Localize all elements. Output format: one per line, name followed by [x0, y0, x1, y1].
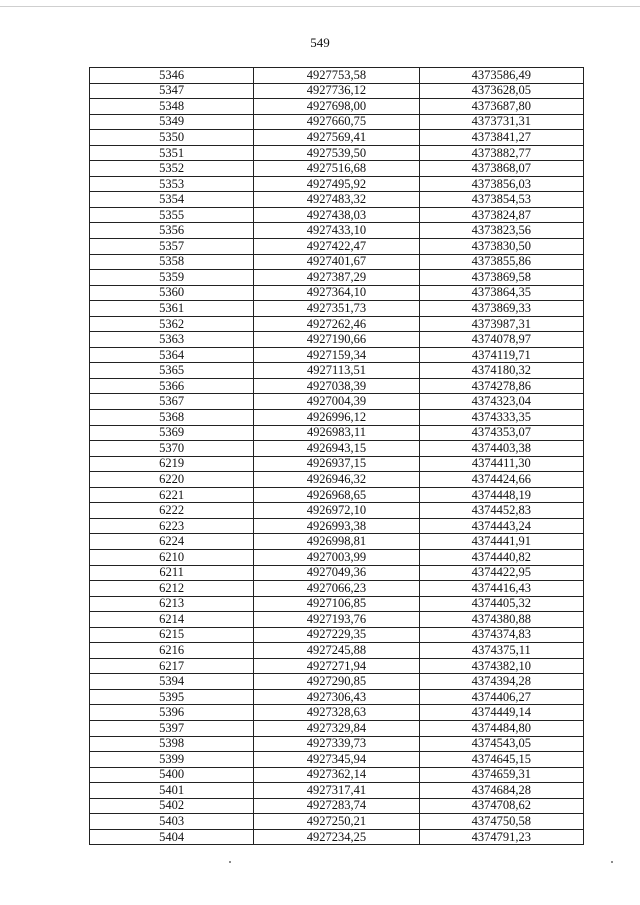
x-coordinate-cell: 4927234,25: [254, 829, 419, 845]
x-coordinate-cell: 4927113,51: [254, 363, 419, 379]
y-coordinate-cell: 4374119,71: [419, 347, 583, 363]
y-coordinate-cell: 4373731,31: [419, 114, 583, 130]
y-coordinate-cell: 4373830,50: [419, 239, 583, 255]
point-number-cell: 5402: [90, 798, 254, 814]
table-row: [90, 83, 584, 99]
x-coordinate-cell: 4927190,66: [254, 332, 419, 348]
y-coordinate-cell: 4373882,77: [419, 145, 583, 161]
point-number-cell: 5397: [90, 720, 254, 736]
table-row: [90, 332, 584, 348]
point-number-cell: 5399: [90, 752, 254, 768]
point-number-cell: 6222: [90, 503, 254, 519]
table-row: [90, 658, 584, 674]
y-coordinate-cell: 4374449,14: [419, 705, 583, 721]
x-coordinate-cell: 4927066,23: [254, 581, 419, 597]
x-coordinate-cell: 4927364,10: [254, 285, 419, 301]
table-row: [90, 394, 584, 410]
point-number-cell: 5364: [90, 347, 254, 363]
page-number: 549: [310, 35, 330, 50]
table-row: [90, 814, 584, 830]
x-coordinate-cell: 4927306,43: [254, 689, 419, 705]
table-row: [90, 518, 584, 534]
table-row: [90, 301, 584, 317]
y-coordinate-cell: 4374440,82: [419, 549, 583, 565]
y-coordinate-cell: 4373869,33: [419, 301, 583, 317]
table-row: [90, 503, 584, 519]
y-coordinate-cell: 4374416,43: [419, 581, 583, 597]
point-number-cell: 6220: [90, 472, 254, 488]
y-coordinate-cell: 4374422,95: [419, 565, 583, 581]
point-number-cell: 5354: [90, 192, 254, 208]
x-coordinate-cell: 4926937,15: [254, 456, 419, 472]
y-coordinate-cell: 4374333,35: [419, 410, 583, 426]
point-number-cell: 6210: [90, 549, 254, 565]
x-coordinate-cell: 4927328,63: [254, 705, 419, 721]
y-coordinate-cell: 4374180,32: [419, 363, 583, 379]
x-coordinate-cell: 4927753,58: [254, 68, 419, 84]
table-row: [90, 378, 584, 394]
x-coordinate-cell: 4927387,29: [254, 270, 419, 286]
point-number-cell: 5356: [90, 223, 254, 239]
point-number-cell: 5346: [90, 68, 254, 84]
x-coordinate-cell: 4927329,84: [254, 720, 419, 736]
point-number-cell: 6221: [90, 487, 254, 503]
y-coordinate-cell: 4374441,91: [419, 534, 583, 550]
x-coordinate-cell: 4927438,03: [254, 207, 419, 223]
point-number-cell: 5362: [90, 316, 254, 332]
y-coordinate-cell: 4373868,07: [419, 161, 583, 177]
y-coordinate-cell: 4374380,88: [419, 612, 583, 628]
table-row: [90, 487, 584, 503]
y-coordinate-cell: 4374448,19: [419, 487, 583, 503]
table-row: [90, 549, 584, 565]
point-number-cell: 5357: [90, 239, 254, 255]
point-number-cell: 5358: [90, 254, 254, 270]
table-row: [90, 472, 584, 488]
table-row: [90, 130, 584, 146]
x-coordinate-cell: 4927495,92: [254, 176, 419, 192]
table-row: [90, 798, 584, 814]
x-coordinate-cell: 4927698,00: [254, 99, 419, 115]
x-coordinate-cell: 4927262,46: [254, 316, 419, 332]
x-coordinate-cell: 4927283,74: [254, 798, 419, 814]
table-row: [90, 767, 584, 783]
table-row: [90, 145, 584, 161]
table-row: [90, 270, 584, 286]
y-coordinate-cell: 4374708,62: [419, 798, 583, 814]
point-number-cell: 5400: [90, 767, 254, 783]
x-coordinate-cell: 4927433,10: [254, 223, 419, 239]
table-row: [90, 720, 584, 736]
table-row: [90, 347, 584, 363]
y-coordinate-cell: 4374394,28: [419, 674, 583, 690]
point-number-cell: 6223: [90, 518, 254, 534]
point-number-cell: 5350: [90, 130, 254, 146]
point-number-cell: 5355: [90, 207, 254, 223]
y-coordinate-cell: 4374403,38: [419, 441, 583, 457]
point-number-cell: 6213: [90, 596, 254, 612]
table-row: [90, 207, 584, 223]
point-number-cell: 5396: [90, 705, 254, 721]
x-coordinate-cell: 4926972,10: [254, 503, 419, 519]
x-coordinate-cell: 4927193,76: [254, 612, 419, 628]
point-number-cell: 5348: [90, 99, 254, 115]
point-number-cell: 5351: [90, 145, 254, 161]
table-row: [90, 752, 584, 768]
y-coordinate-cell: 4374659,31: [419, 767, 583, 783]
point-number-cell: 5370: [90, 441, 254, 457]
table-row: [90, 643, 584, 659]
y-coordinate-cell: 4374278,86: [419, 378, 583, 394]
point-number-cell: 6219: [90, 456, 254, 472]
point-number-cell: 6211: [90, 565, 254, 581]
x-coordinate-cell: 4927106,85: [254, 596, 419, 612]
x-coordinate-cell: 4927250,21: [254, 814, 419, 830]
point-number-cell: 5365: [90, 363, 254, 379]
x-coordinate-cell: 4927362,14: [254, 767, 419, 783]
x-coordinate-cell: 4927569,41: [254, 130, 419, 146]
point-number-cell: 5398: [90, 736, 254, 752]
x-coordinate-cell: 4927245,88: [254, 643, 419, 659]
table-row: [90, 363, 584, 379]
y-coordinate-cell: 4373864,35: [419, 285, 583, 301]
y-coordinate-cell: 4373856,03: [419, 176, 583, 192]
y-coordinate-cell: 4374374,83: [419, 627, 583, 643]
x-coordinate-cell: 4927229,35: [254, 627, 419, 643]
y-coordinate-cell: 4374645,15: [419, 752, 583, 768]
y-coordinate-cell: 4374791,23: [419, 829, 583, 845]
point-number-cell: 5360: [90, 285, 254, 301]
point-number-cell: 5349: [90, 114, 254, 130]
table-row: [90, 114, 584, 130]
y-coordinate-cell: 4373824,87: [419, 207, 583, 223]
x-coordinate-cell: 4927401,67: [254, 254, 419, 270]
point-number-cell: 6214: [90, 612, 254, 628]
x-coordinate-cell: 4927290,85: [254, 674, 419, 690]
table-row: [90, 176, 584, 192]
point-number-cell: 5401: [90, 783, 254, 799]
x-coordinate-cell: 4927004,39: [254, 394, 419, 410]
point-number-cell: 5359: [90, 270, 254, 286]
point-number-cell: 5367: [90, 394, 254, 410]
table-row: [90, 612, 584, 628]
x-coordinate-cell: 4927038,39: [254, 378, 419, 394]
scan-speck: [229, 861, 231, 863]
y-coordinate-cell: 4373628,05: [419, 83, 583, 99]
y-coordinate-cell: 4374424,66: [419, 472, 583, 488]
y-coordinate-cell: 4373687,80: [419, 99, 583, 115]
y-coordinate-cell: 4373586,49: [419, 68, 583, 84]
coordinates-table: [89, 67, 584, 845]
y-coordinate-cell: 4373869,58: [419, 270, 583, 286]
y-coordinate-cell: 4374750,58: [419, 814, 583, 830]
table-row: [90, 736, 584, 752]
point-number-cell: 5363: [90, 332, 254, 348]
y-coordinate-cell: 4374353,07: [419, 425, 583, 441]
point-number-cell: 5366: [90, 378, 254, 394]
table-row: [90, 441, 584, 457]
y-coordinate-cell: 4374411,30: [419, 456, 583, 472]
table-row: [90, 689, 584, 705]
point-number-cell: 6217: [90, 658, 254, 674]
scan-speck: [611, 861, 613, 863]
table-row: [90, 705, 584, 721]
y-coordinate-cell: 4374323,04: [419, 394, 583, 410]
point-number-cell: 5347: [90, 83, 254, 99]
y-coordinate-cell: 4373854,53: [419, 192, 583, 208]
x-coordinate-cell: 4927539,50: [254, 145, 419, 161]
y-coordinate-cell: 4374375,11: [419, 643, 583, 659]
y-coordinate-cell: 4374406,27: [419, 689, 583, 705]
x-coordinate-cell: 4927351,73: [254, 301, 419, 317]
table-row: [90, 223, 584, 239]
table-row: [90, 581, 584, 597]
table-row: [90, 674, 584, 690]
point-number-cell: 5353: [90, 176, 254, 192]
x-coordinate-cell: 4926968,65: [254, 487, 419, 503]
x-coordinate-cell: 4927483,32: [254, 192, 419, 208]
x-coordinate-cell: 4927271,94: [254, 658, 419, 674]
table-row: [90, 627, 584, 643]
table-row: [90, 239, 584, 255]
y-coordinate-cell: 4374684,28: [419, 783, 583, 799]
table-row: [90, 410, 584, 426]
table-row: [90, 783, 584, 799]
y-coordinate-cell: 4373855,86: [419, 254, 583, 270]
x-coordinate-cell: 4927660,75: [254, 114, 419, 130]
y-coordinate-cell: 4374543,05: [419, 736, 583, 752]
table-row: [90, 456, 584, 472]
x-coordinate-cell: 4927516,68: [254, 161, 419, 177]
x-coordinate-cell: 4927339,73: [254, 736, 419, 752]
table-row: [90, 99, 584, 115]
x-coordinate-cell: 4927345,94: [254, 752, 419, 768]
x-coordinate-cell: 4926946,32: [254, 472, 419, 488]
table-body: [90, 68, 584, 845]
point-number-cell: 5369: [90, 425, 254, 441]
x-coordinate-cell: 4927003,99: [254, 549, 419, 565]
x-coordinate-cell: 4927422,47: [254, 239, 419, 255]
table-row: [90, 68, 584, 84]
point-number-cell: 6212: [90, 581, 254, 597]
x-coordinate-cell: 4926943,15: [254, 441, 419, 457]
x-coordinate-cell: 4926983,11: [254, 425, 419, 441]
point-number-cell: 5352: [90, 161, 254, 177]
x-coordinate-cell: 4927736,12: [254, 83, 419, 99]
point-number-cell: 5361: [90, 301, 254, 317]
table-row: [90, 829, 584, 845]
table-row: [90, 425, 584, 441]
point-number-cell: 6216: [90, 643, 254, 659]
table-row: [90, 565, 584, 581]
y-coordinate-cell: 4373841,27: [419, 130, 583, 146]
table-row: [90, 161, 584, 177]
y-coordinate-cell: 4374382,10: [419, 658, 583, 674]
table-row: [90, 285, 584, 301]
x-coordinate-cell: 4927049,36: [254, 565, 419, 581]
y-coordinate-cell: 4374452,83: [419, 503, 583, 519]
x-coordinate-cell: 4926993,38: [254, 518, 419, 534]
table-row: [90, 596, 584, 612]
y-coordinate-cell: 4374484,80: [419, 720, 583, 736]
y-coordinate-cell: 4374443,24: [419, 518, 583, 534]
point-number-cell: 5403: [90, 814, 254, 830]
y-coordinate-cell: 4373987,31: [419, 316, 583, 332]
y-coordinate-cell: 4374078,97: [419, 332, 583, 348]
top-rule: [0, 6, 640, 7]
table-row: [90, 254, 584, 270]
point-number-cell: 5404: [90, 829, 254, 845]
table-row: [90, 192, 584, 208]
x-coordinate-cell: 4926996,12: [254, 410, 419, 426]
point-number-cell: 5394: [90, 674, 254, 690]
x-coordinate-cell: 4926998,81: [254, 534, 419, 550]
point-number-cell: 6215: [90, 627, 254, 643]
y-coordinate-cell: 4374405,32: [419, 596, 583, 612]
point-number-cell: 5395: [90, 689, 254, 705]
point-number-cell: 5368: [90, 410, 254, 426]
table-row: [90, 534, 584, 550]
point-number-cell: 6224: [90, 534, 254, 550]
x-coordinate-cell: 4927317,41: [254, 783, 419, 799]
y-coordinate-cell: 4373823,56: [419, 223, 583, 239]
table-row: [90, 316, 584, 332]
x-coordinate-cell: 4927159,34: [254, 347, 419, 363]
